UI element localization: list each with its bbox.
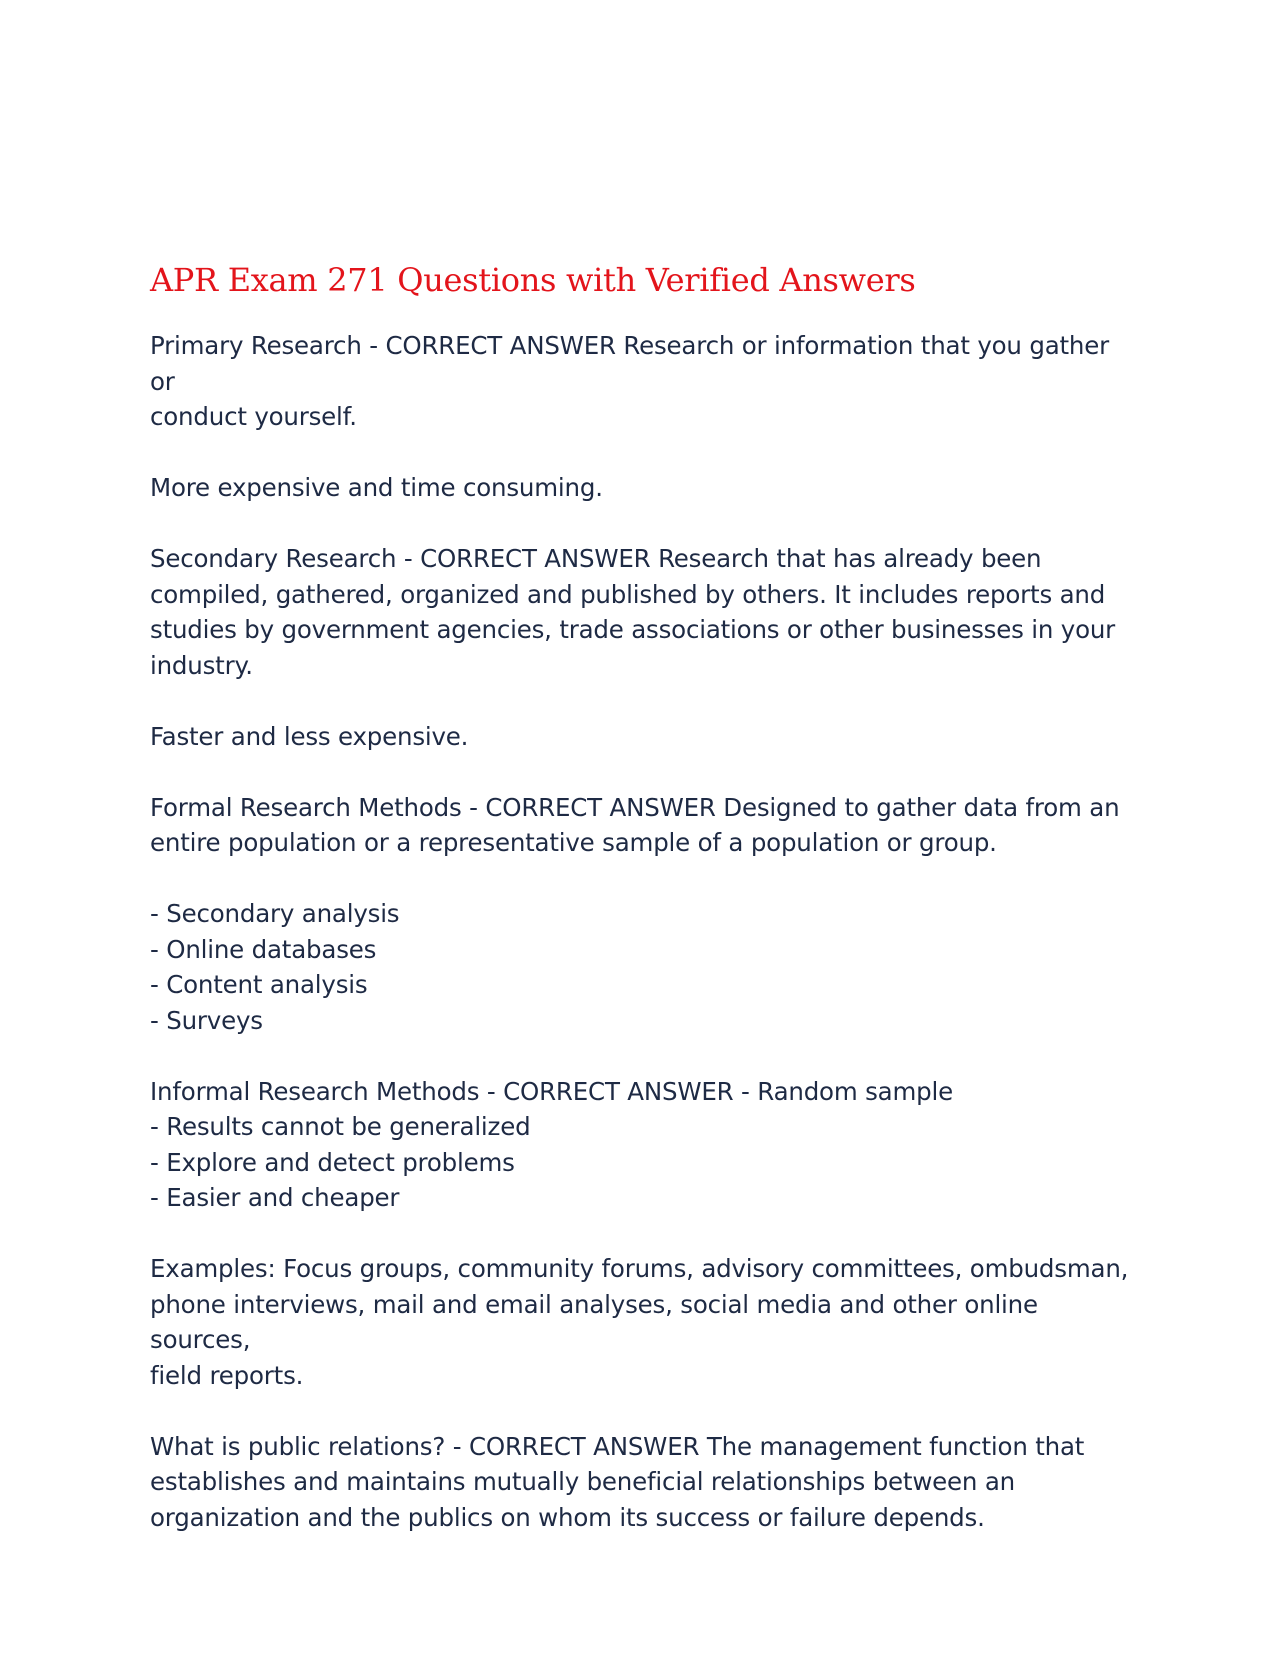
list-item: - Easier and cheaper (150, 1183, 400, 1212)
paragraph-secondary-research (150, 541, 1140, 683)
paragraph-examples (150, 1251, 1140, 1393)
text-line: studies by government agencies, trade associations or other businesses in your (150, 615, 1116, 644)
list-formal-methods (150, 896, 1140, 1038)
text-line: entire population or a representative sample of a population or group. (150, 828, 997, 857)
text-line: industry. (150, 650, 253, 680)
paragraph-primary-research (150, 328, 1140, 435)
paragraph-secondary-note (150, 719, 1140, 755)
text-line: Secondary Research - CORRECT ANSWER Research that has already been (150, 544, 1042, 573)
document-body (150, 258, 1140, 1571)
text-line: phone interviews, mail and email analyses, social media and other online sources, (150, 1289, 1038, 1354)
document-title: APR Exam 271 Questions with Verified Answers (150, 261, 916, 299)
paragraph-informal-research (150, 1074, 1140, 1216)
text-line: establishes and maintains mutually beneficial relationships between an (150, 1467, 1015, 1496)
list-item: - Explore and detect problems (150, 1147, 515, 1177)
paragraph-formal-research (150, 790, 1140, 861)
text-line: Examples: Focus groups, community forums, advisory committees, ombudsman, (150, 1254, 1129, 1283)
text-line: Primary Research - CORRECT ANSWER Research or information that you gather or (150, 331, 1109, 396)
list-item: - Content analysis (150, 970, 368, 999)
list-item: - Surveys (150, 1005, 263, 1035)
text-line: Formal Research Methods - CORRECT ANSWER Designed to gather data from an (150, 792, 1120, 822)
paragraph-public-relations (150, 1429, 1140, 1536)
text-line: compiled, gathered, organized and published by others. It includes reports and (150, 579, 1106, 609)
text-line: More expensive and time consuming. (150, 473, 603, 502)
text-line: What is public relations? - CORRECT ANSWER The management function that (150, 1431, 1085, 1461)
text-line: Faster and less expensive. (150, 721, 469, 751)
list-item: - Results cannot be generalized (150, 1112, 531, 1141)
paragraph-primary-note (150, 470, 1140, 506)
list-item: - Online databases (150, 934, 377, 964)
list-item: - Secondary analysis (150, 899, 400, 928)
text-line: organization and the publics on whom its success or failure depends. (150, 1502, 985, 1532)
text-line: Informal Research Methods - CORRECT ANSWER - Random sample (150, 1076, 953, 1106)
text-line: field reports. (150, 1360, 304, 1390)
text-line: conduct yourself. (150, 402, 357, 431)
